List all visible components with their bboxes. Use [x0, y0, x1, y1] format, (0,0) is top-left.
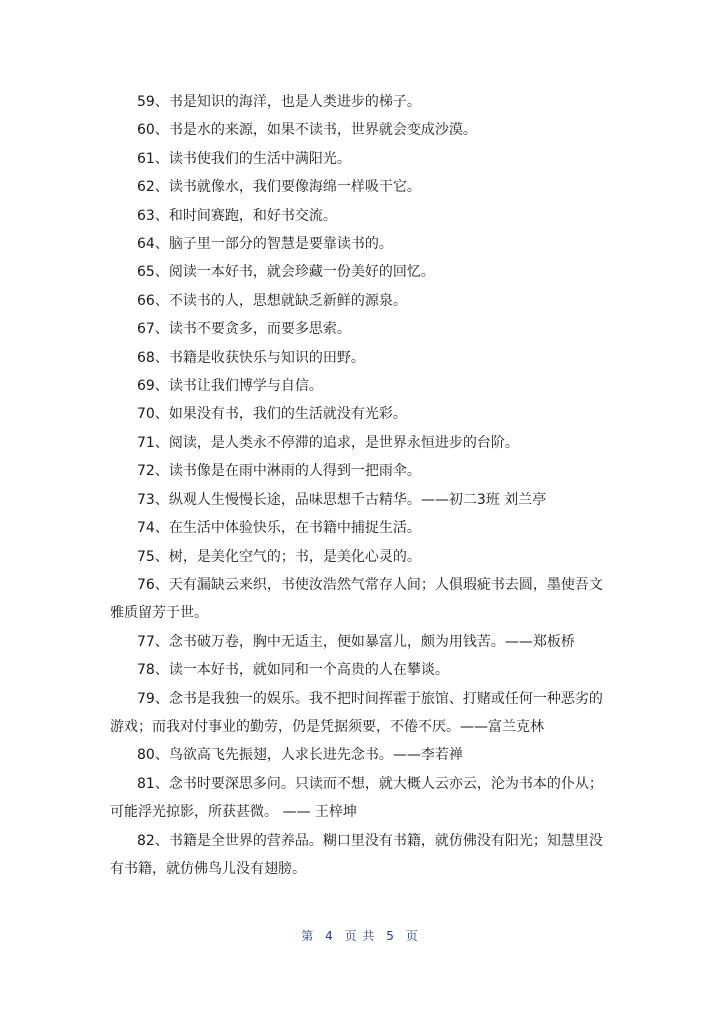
list-item: 63、和时间赛跑，和好书交流。 [137, 207, 337, 224]
list-item: 71、阅读，是人类永不停滞的追求，是世界永恒进步的台阶。 [137, 434, 519, 451]
list-item: 65、阅读一本好书，就会珍藏一份美好的回忆。 [137, 264, 435, 281]
footer-prefix: 第 [301, 929, 315, 943]
list-item: 62、读书就像水，我们要像海绵一样吸干它。 [137, 179, 421, 196]
list-item: 60、书是水的来源，如果不读书，世界就会变成沙漠。 [137, 122, 477, 139]
footer-middle: 页 共 [344, 929, 376, 943]
footer-total-pages: 5 [386, 929, 395, 943]
list-item: 73、纵观人生慢慢长途，品味思想千古精华。——初二3班 刘兰亭 [137, 491, 547, 508]
list-item: 70、如果没有书，我们的生活就没有光彩。 [137, 406, 407, 423]
footer-current-page: 4 [325, 929, 334, 943]
list-item: 76、天有漏缺云来织，书使汝浩然气常存人间；人俱瑕疵书去圆，墨使吾文雅质留芳于世。 [110, 576, 603, 622]
list-item: 77、念书破万卷，胸中无适主，便如暴富儿，颇为用钱苦。——郑板桥 [137, 633, 575, 650]
list-item: 74、在生活中体验快乐，在书籍中捕捉生活。 [137, 520, 421, 537]
list-item: 61、读书使我们的生活中满阳光。 [137, 150, 351, 167]
list-item: 79、念书是我独一的娱乐。我不把时间挥霍于旅馆、打赌或任何一种恶劣的游戏；而我对付事业的勤劳，仍是凭据须要，不倦不厌。——富兰克林 [110, 690, 603, 735]
page-footer [0, 927, 720, 944]
list-item: 66、不读书的人，思想就缺乏新鲜的源泉。 [137, 292, 407, 309]
list-item: 68、书籍是收获快乐与知识的田野。 [137, 349, 365, 366]
list-item: 82、书籍是全世界的营养品。糊口里没有书籍，就仿佛没有阳光；知慧里没有书籍，就仿佛鸟儿没有翅膀。 [110, 832, 603, 877]
list-item: 78、读一本好书，就如同和一个高贵的人在攀谈。 [137, 662, 449, 679]
list-item: 64、脑子里一部分的智慧是要靠读书的。 [137, 236, 393, 253]
footer-suffix: 页 [405, 929, 419, 943]
list-item: 75、树，是美化空气的；书，是美化心灵的。 [137, 548, 421, 565]
quote-list [110, 88, 610, 883]
list-item: 59、书是知识的海洋，也是人类进步的梯子。 [137, 94, 421, 110]
list-item: 72、读书像是在雨中淋雨的人得到一把雨伞。 [137, 463, 421, 480]
list-item: 81、念书时要深思多问。只读而不想，就大概人云亦云，沦为书本的仆从；可能浮光掠影，所获甚微。 —— 王梓坤 [110, 775, 603, 821]
list-item: 80、鸟欲高飞先振翅，人求长进先念书。——李若禅 [137, 747, 463, 764]
list-item: 67、读书不要贪多，而要多思索。 [137, 321, 351, 338]
list-item: 69、读书让我们博学与自信。 [137, 378, 323, 395]
